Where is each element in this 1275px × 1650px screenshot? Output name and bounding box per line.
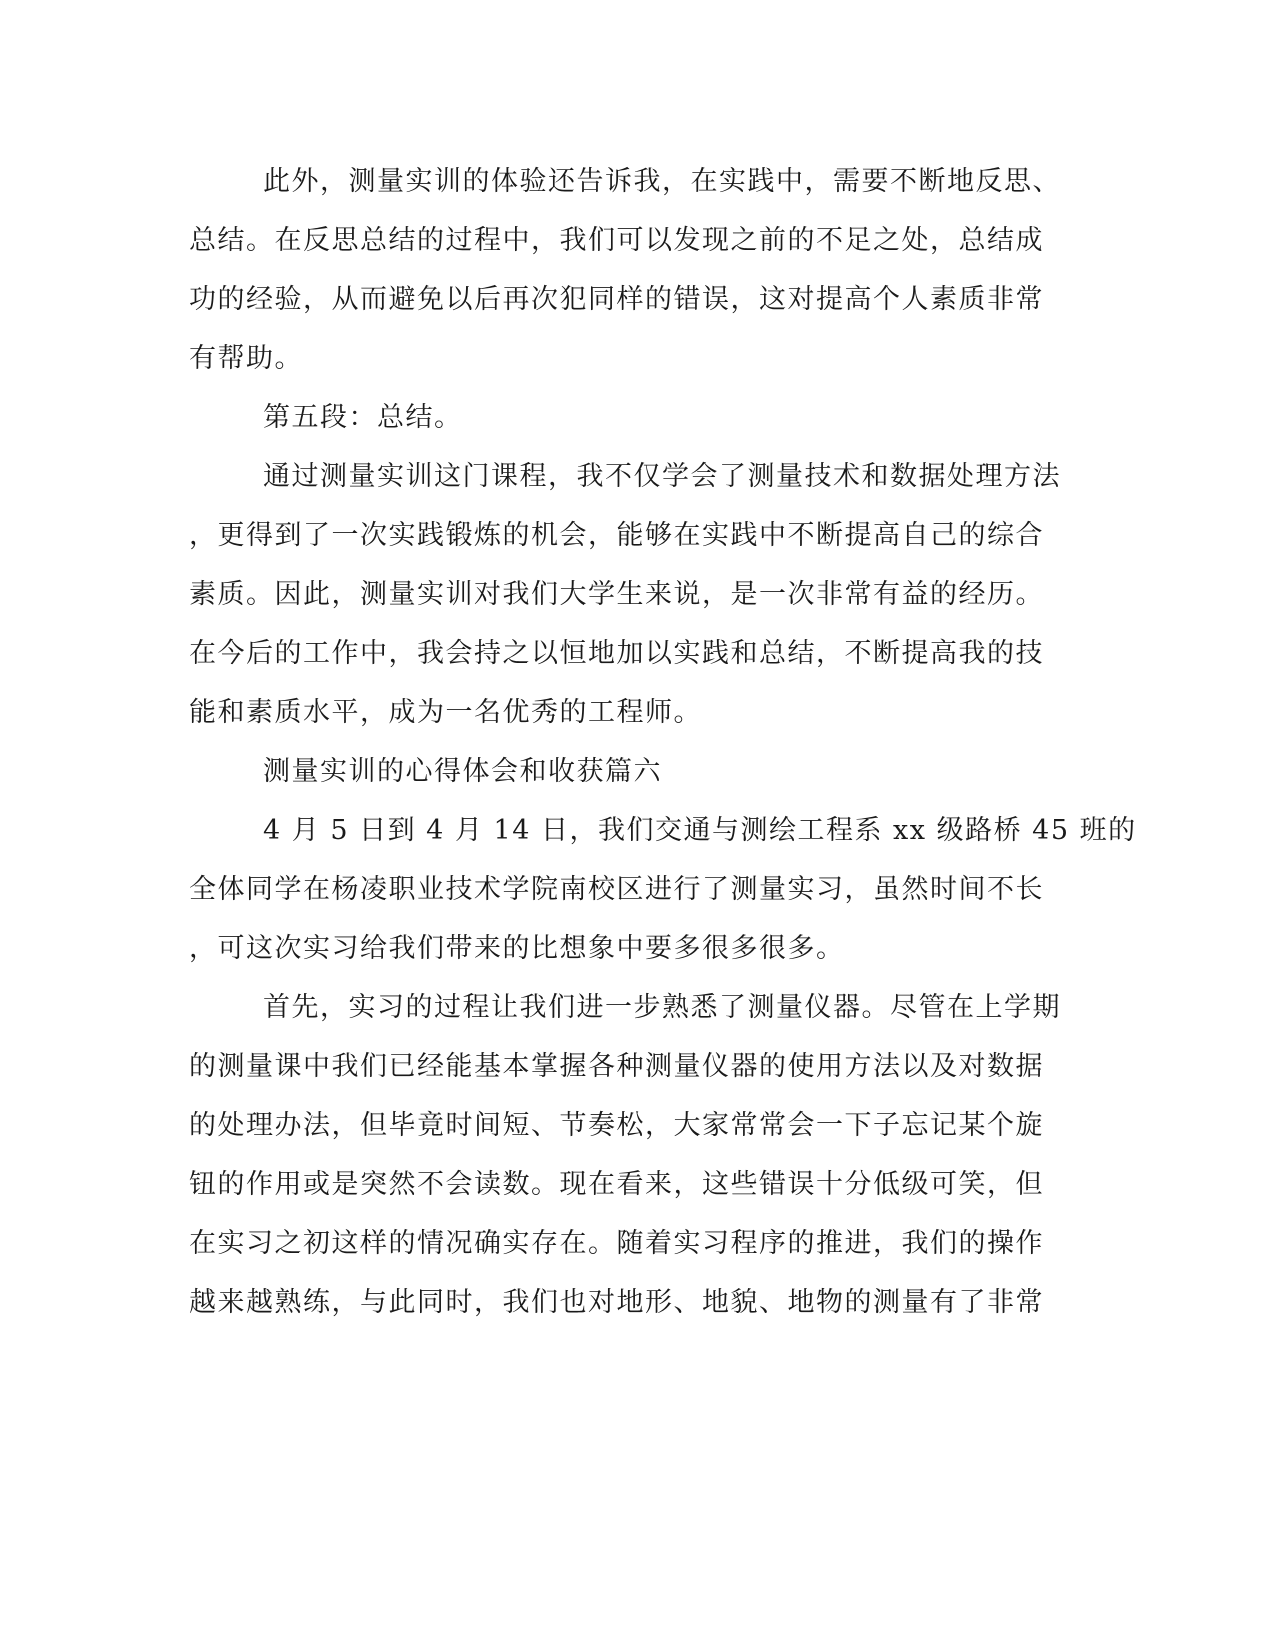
text-line: 的处理办法，但毕竟时间短、节奏松，大家常常会一下子忘记某个旋 [189,1110,1044,1141]
text-line: 全体同学在杨凌职业技术学院南校区进行了测量实习，虽然时间不长 [189,874,1044,905]
text-line: 在今后的工作中，我会持之以恒地加以实践和总结，不断提高我的技 [189,638,1044,669]
text-line: 素质。因此，测量实训对我们大学生来说，是一次非常有益的经历。 [189,579,1044,610]
text-line: 在实习之初这样的情况确实存在。随着实习程序的推进，我们的操作 [189,1228,1044,1259]
text-line: 此外，测量实训的体验还告诉我，在实践中，需要不断地反思、 [263,166,1061,197]
text-line: 4 月 5 日到 4 月 14 日，我们交通与测绘工程系 xx 级路桥 45 班的 [263,815,1137,846]
text-line: ，可这次实习给我们带来的比想象中要多很多很多。 [189,933,845,964]
text-line: 越来越熟练，与此同时，我们也对地形、地貌、地物的测量有了非常 [189,1287,1044,1318]
text-line: 有帮助。 [189,343,303,374]
section-heading: 第五段：总结。 [263,402,463,433]
text-line: 的测量课中我们已经能基本掌握各种测量仪器的使用方法以及对数据 [189,1051,1044,1082]
text-line: 总结。在反思总结的过程中，我们可以发现之前的不足之处，总结成 [189,225,1044,256]
text-line: 钮的作用或是突然不会读数。现在看来，这些错误十分低级可笑，但 [189,1169,1044,1200]
text-line: 通过测量实训这门课程，我不仅学会了测量技术和数据处理方法 [263,461,1061,492]
text-line: 功的经验，从而避免以后再次犯同样的错误，这对提高个人素质非常 [189,284,1044,315]
text-line: ，更得到了一次实践锻炼的机会，能够在实践中不断提高自己的综合 [189,520,1044,551]
text-line: 能和素质水平，成为一名优秀的工程师。 [189,697,702,728]
text-line: 首先，实习的过程让我们进一步熟悉了测量仪器。尽管在上学期 [263,992,1061,1023]
article-title: 测量实训的心得体会和收获篇六 [263,756,662,787]
